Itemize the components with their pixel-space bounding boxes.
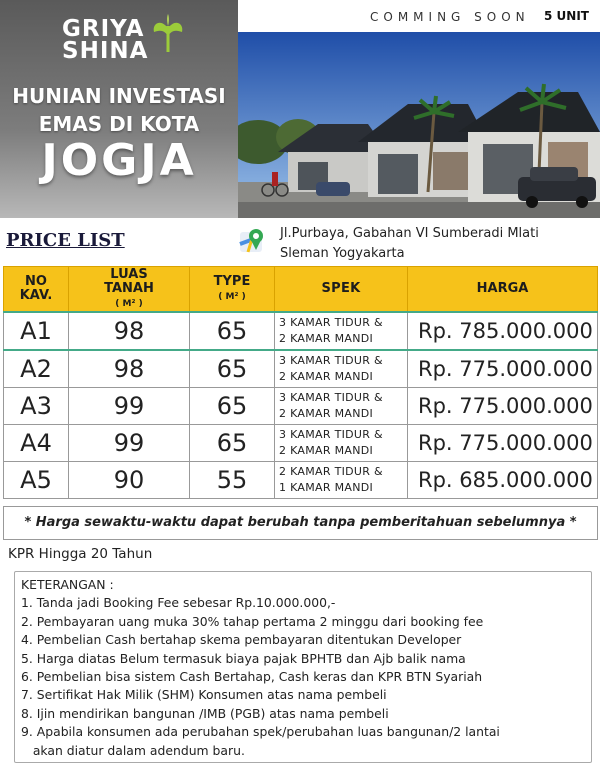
brand-line1: GRIYA [62,16,145,42]
cell-spek [275,350,408,388]
note-item: 5. Harga diatas Belum termasuk biaya pajak BPHTB dan Ajb balik nama [21,650,466,666]
cell-spek [275,425,408,462]
cell-type: 55 [190,462,275,499]
header-type [190,267,275,313]
header-type-unit: ( M² ) [218,291,246,302]
cell-spek [275,388,408,425]
header-no-line1: NO [25,274,47,289]
table-row [4,350,598,388]
notes-title: KETERANGAN : [21,577,114,592]
units-label: 5 UNIT [544,9,589,23]
spek-line1: 3 KAMAR TIDUR & [279,391,383,404]
coming-soon-label: COMMING SOON [370,10,530,24]
header-spek: SPEK [275,267,408,313]
cell-no: A5 [4,462,69,499]
address [280,224,539,264]
table-row [4,425,598,462]
header-no-line2: KAV. [19,288,53,303]
price-list-title: PRICE LIST [6,230,125,251]
house-photo [238,32,600,218]
spek-line2: 2 KAMAR MANDI [279,370,374,383]
table-row [4,462,598,499]
cell-harga: Rp. 775.000.000 [408,425,598,462]
cell-harga: Rp. 685.000.000 [408,462,598,499]
cell-no: A3 [4,388,69,425]
kpr-note: KPR Hingga 20 Tahun [8,546,153,562]
table-header-row [4,267,598,313]
cell-spek [275,312,408,350]
leaf-icon [150,14,186,54]
cell-luas: 90 [69,462,190,499]
cell-harga: Rp. 775.000.000 [408,350,598,388]
note-item: 9. Apabila konsumen ada perubahan spek/perubahan luas bangunan/2 lantai [21,724,500,740]
cell-luas: 98 [69,350,190,388]
header-harga: HARGA [408,267,598,313]
spek-line2: 2 KAMAR MANDI [279,332,374,345]
tagline-line1: HUNIAN INVESTASI [12,84,226,108]
cell-harga: Rp. 785.000.000 [408,312,598,350]
cell-luas: 98 [69,312,190,350]
spek-line2: 2 KAMAR MANDI [279,407,374,420]
tagline-line2: EMAS DI KOTA [38,112,200,136]
header-luas-line2: TANAH [104,280,154,296]
note-item: 4. Pembelian Cash bertahap skema pembayaran ditentukan Developer [21,632,462,648]
price-disclaimer: * Harga sewaktu-waktu dapat berubah tanpa pemberitahuan sebelumnya * [3,506,598,540]
cell-type: 65 [190,312,275,350]
notes-box [14,571,592,763]
header-type-line1: TYPE [213,273,251,289]
cell-type: 65 [190,388,275,425]
address-line1: Jl.Purbaya, Gabahan VI Sumberadi Mlati [280,226,539,241]
cell-type: 65 [190,350,275,388]
tagline-city: JOGJA [41,135,197,186]
address-line2: Sleman Yogyakarta [280,246,405,261]
cell-harga: Rp. 775.000.000 [408,388,598,425]
cell-luas: 99 [69,388,190,425]
table-row [4,388,598,425]
hero-banner [0,0,238,218]
spek-line1: 3 KAMAR TIDUR & [279,316,383,329]
header-luas-line1: LUAS [110,266,148,282]
cell-luas: 99 [69,425,190,462]
spek-line1: 2 KAMAR TIDUR & [279,465,383,478]
spek-line1: 3 KAMAR TIDUR & [279,428,383,441]
price-table [3,266,598,499]
note-item: akan diatur dalam adendum baru. [21,742,245,758]
header-no [4,267,69,313]
cell-type: 65 [190,425,275,462]
note-item: 6. Pembelian bisa sistem Cash Bertahap, Cash keras dan KPR BTN Syariah [21,669,483,685]
spek-line2: 1 KAMAR MANDI [279,481,374,494]
header-luas [69,267,190,313]
cell-no: A4 [4,425,69,462]
cell-no: A2 [4,350,69,388]
spek-line1: 3 KAMAR TIDUR & [279,354,383,367]
spek-line2: 2 KAMAR MANDI [279,444,374,457]
note-item: 7. Sertifikat Hak Milik (SHM) Konsumen atas nama pembeli [21,687,387,703]
table-row [4,312,598,350]
brand-line2: SHINA [62,38,149,64]
cell-no: A1 [4,312,69,350]
note-item: 1. Tanda jadi Booking Fee sebesar Rp.10.000.000,- [21,595,336,611]
cell-spek [275,462,408,499]
note-item: 8. Ijin mendirikan bangunan /IMB (PGB) atas nama pembeli [21,705,389,721]
note-item: 2. Pembayaran uang muka 30% tahap pertama 2 minggu dari booking fee [21,613,484,629]
header-luas-unit: ( M² ) [115,298,143,309]
tagline [0,82,238,138]
map-pin-icon [238,226,268,256]
